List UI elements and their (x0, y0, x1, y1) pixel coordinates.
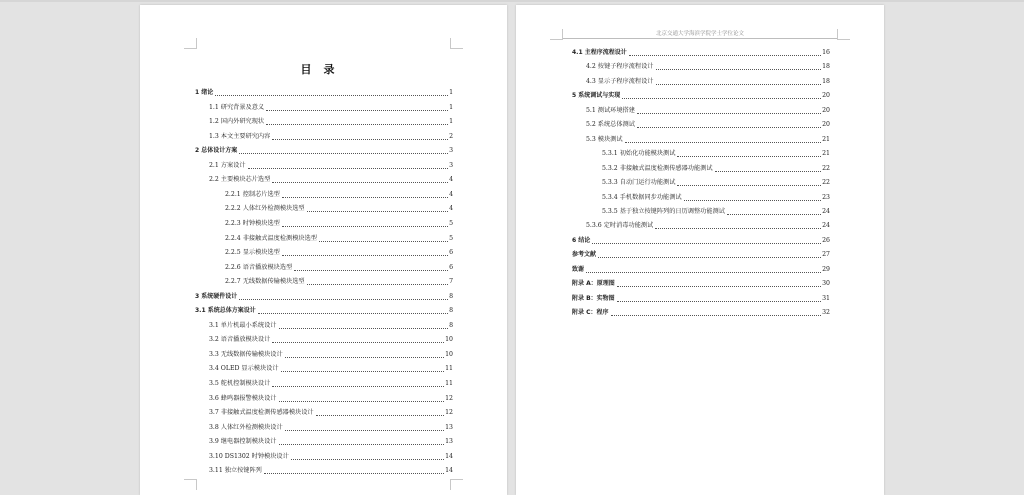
toc-entry-label: 4.2 按键子程序流程设计 (586, 63, 654, 71)
toc-entry[interactable] (209, 379, 453, 389)
toc-entry-page-number: 2 (449, 132, 453, 140)
dot-leader (598, 257, 821, 258)
toc-entry-page-number: 26 (822, 236, 830, 244)
toc-entry[interactable] (209, 132, 453, 142)
toc-entry-label: 3.7 非接触式温度检测传感器模块设计 (209, 409, 314, 417)
toc-entry[interactable] (209, 103, 453, 113)
toc-entry[interactable] (209, 161, 453, 171)
dot-leader (625, 142, 822, 143)
dot-leader (282, 226, 448, 227)
toc-entry-page-number: 23 (822, 193, 830, 201)
toc-entry[interactable] (195, 146, 453, 156)
toc-entry-label: 2.2.2 人体红外检测模块选型 (225, 205, 305, 213)
toc-entry[interactable] (209, 408, 453, 418)
toc-entry-label: 3.3 无线数据传输模块设计 (209, 350, 283, 358)
toc-entry[interactable] (572, 48, 830, 58)
toc-entry-label: 1.1 研究背景及意义 (209, 103, 265, 111)
toc-entry-page-number: 1 (449, 89, 453, 96)
toc-entry-label: 4.3 显示子程序流程设计 (586, 77, 654, 85)
toc-entry-label: 3.5 舵机控制模块设计 (209, 380, 271, 387)
dot-leader (281, 371, 445, 372)
toc-entry-page-number: 8 (449, 292, 453, 300)
toc-entry-page-number: 4 (449, 205, 453, 213)
toc-entry[interactable] (209, 394, 453, 404)
dot-leader (279, 401, 445, 402)
toc-entry[interactable] (225, 219, 453, 229)
toc-entry[interactable] (572, 236, 830, 246)
dot-leader (617, 286, 821, 287)
toc-entry-label: 5.3.1 初始化功能模块测试 (602, 150, 676, 158)
dot-leader (294, 270, 448, 271)
dot-leader (272, 139, 448, 140)
toc-entry[interactable] (225, 263, 453, 273)
toc-entry-page-number: 11 (445, 365, 453, 373)
dot-leader (282, 197, 448, 198)
toc-entry-page-number: 22 (822, 179, 830, 187)
dot-leader (592, 243, 821, 244)
dot-leader (617, 301, 821, 302)
toc-entry[interactable] (209, 335, 453, 345)
toc-entry[interactable] (602, 207, 830, 217)
dot-leader (248, 168, 448, 169)
dot-leader (264, 473, 444, 474)
toc-entry-label: 附录 A：原理图 (572, 280, 615, 288)
dot-leader (307, 211, 448, 212)
toc-title: 目录 (300, 63, 347, 76)
toc-entry-page-number: 12 (445, 394, 453, 402)
dot-leader (684, 200, 822, 201)
toc-entry-page-number: 24 (822, 222, 830, 230)
toc-entry-page-number: 4 (449, 190, 453, 198)
toc-entry-label: 2.2.3 时钟模块选型 (225, 219, 280, 227)
toc-entry-label: 3.4 OLED 显示模块设计 (209, 365, 279, 373)
toc-entry[interactable] (209, 466, 453, 476)
margin-corner-mark (184, 38, 197, 49)
toc-entry-page-number: 5 (449, 219, 453, 227)
toc-entry-page-number: 20 (822, 121, 830, 129)
toc-entry[interactable] (209, 423, 453, 433)
toc-entry-page-number: 18 (822, 63, 830, 71)
dot-leader (272, 386, 444, 387)
toc-entry-page-number: 3 (449, 147, 453, 155)
toc-entry-page-number: 1 (449, 103, 453, 111)
toc-entry[interactable] (225, 204, 453, 214)
toc-entry-label: 3.10 DS1302 时钟模块设计 (209, 452, 289, 460)
toc-entry[interactable] (195, 292, 453, 302)
dot-leader (266, 110, 448, 111)
dot-leader (611, 315, 822, 316)
toc-entry-page-number: 13 (445, 438, 453, 446)
toc-entry-label: 附录 B：实物图 (572, 294, 615, 302)
toc-entry-page-number: 22 (822, 164, 830, 172)
dot-leader (272, 342, 444, 343)
toc-entry-label: 5.3.2 非接触式温度检测传感器功能测试 (602, 164, 713, 172)
dot-leader (316, 415, 445, 416)
toc-entry[interactable] (586, 135, 830, 145)
dot-leader (637, 127, 821, 128)
toc-entry[interactable] (602, 149, 830, 159)
dot-leader (279, 328, 449, 329)
toc-entry-label: 2.2.6 语音播放模块选型 (225, 263, 293, 271)
toc-entry-page-number: 5 (449, 234, 453, 242)
dot-leader (677, 156, 821, 157)
toc-entry-page-number: 30 (822, 280, 830, 288)
viewer-top-edge (0, 0, 1024, 2)
toc-entry-label: 2 总体设计方案 (195, 147, 238, 155)
toc-entry-page-number: 11 (445, 380, 453, 387)
toc-entry[interactable] (209, 175, 453, 185)
toc-entry-label: 3.11 独立按键阵列 (209, 467, 262, 475)
toc-entry[interactable] (209, 452, 453, 462)
toc-entry-page-number: 24 (822, 207, 830, 215)
toc-entry[interactable] (209, 350, 453, 360)
toc-entry-label: 3.8 人体红外检测模块设计 (209, 423, 283, 431)
toc-entry-label: 1 绪论 (195, 89, 214, 96)
toc-entry-page-number: 6 (449, 263, 453, 271)
header-rule (562, 38, 838, 39)
dot-leader (307, 284, 448, 285)
toc-entry[interactable] (572, 250, 830, 260)
toc-entry[interactable] (586, 77, 830, 87)
toc-entry-label: 5.3.6 定时消毒功能测试 (586, 222, 654, 230)
toc-entry-page-number: 32 (822, 309, 830, 317)
toc-entry-page-number: 12 (445, 409, 453, 417)
dot-leader (637, 113, 821, 114)
toc-entry[interactable] (572, 308, 830, 318)
toc-entry-page-number: 4 (449, 176, 453, 184)
dot-leader (285, 357, 444, 358)
toc-entry-page-number: 1 (449, 118, 453, 126)
toc-entry[interactable] (195, 306, 453, 316)
toc-entry[interactable] (586, 106, 830, 116)
dot-leader (727, 214, 821, 215)
toc-entry-page-number: 14 (445, 467, 453, 475)
toc-entry[interactable] (225, 234, 453, 244)
toc-entry-label: 5 系统调试与实现 (572, 92, 621, 100)
margin-corner-mark (450, 38, 463, 49)
toc-entry[interactable] (225, 248, 453, 258)
toc-entry-label: 2.1 方案设计 (209, 161, 246, 169)
dot-leader (622, 98, 821, 99)
toc-entry-label: 5.3.3 自动门运行功能测试 (602, 179, 676, 187)
toc-entry-label: 5.3.4 手机数据同步功能测试 (602, 193, 682, 201)
toc-entry-label: 2.2.4 非接触式温度检测模块选型 (225, 234, 317, 242)
toc-entry-page-number: 29 (822, 265, 830, 273)
toc-entry-label: 5.3 模块测试 (586, 135, 623, 143)
dot-leader (629, 55, 821, 56)
margin-corner-mark (837, 29, 850, 40)
toc-entry-page-number: 10 (445, 350, 453, 358)
toc-entry[interactable] (225, 190, 453, 200)
toc-entry[interactable] (602, 193, 830, 203)
toc-entry-page-number: 3 (449, 161, 453, 169)
toc-entry-page-number: 20 (822, 106, 830, 114)
toc-entry-page-number: 13 (445, 423, 453, 431)
toc-entry-label: 3.2 语音播放模块设计 (209, 336, 271, 344)
toc-entry-label: 参考文献 (572, 251, 597, 259)
toc-entry[interactable] (602, 164, 830, 174)
toc-entry[interactable] (572, 279, 830, 289)
dot-leader (656, 84, 822, 85)
toc-entry-label: 2.2.1 控制芯片选型 (225, 190, 280, 198)
dot-leader (279, 444, 445, 445)
toc-entry-page-number: 21 (822, 135, 830, 143)
dot-leader (655, 228, 821, 229)
margin-corner-mark (450, 479, 463, 490)
toc-entry-label: 5.3.5 基于独立按键阵列的日历调整功能测试 (602, 207, 725, 215)
toc-entry[interactable] (586, 221, 830, 231)
toc-entry[interactable] (602, 178, 830, 188)
dot-leader (656, 69, 822, 70)
toc-entry[interactable] (586, 120, 830, 130)
running-header: 北京交通大学海滨学院学士学位论文 (655, 31, 744, 37)
toc-entry-page-number: 8 (449, 321, 453, 329)
dot-leader (272, 182, 448, 183)
dot-leader (239, 153, 448, 154)
toc-entry[interactable] (195, 88, 453, 98)
toc-entry-label: 3.9 继电器控制模块设计 (209, 438, 277, 446)
toc-entry[interactable] (209, 364, 453, 374)
toc-entry-label: 3.1 单片机最小系统设计 (209, 321, 277, 329)
toc-entry-page-number: 10 (445, 336, 453, 344)
dot-leader (258, 313, 448, 314)
toc-entry-label: 5.1 测试环境搭建 (586, 106, 635, 114)
document-page-right (516, 5, 884, 495)
toc-entry[interactable] (209, 321, 453, 331)
dot-leader (215, 95, 448, 96)
toc-entry-page-number: 18 (822, 77, 830, 85)
toc-entry[interactable] (209, 117, 453, 127)
margin-corner-mark (184, 479, 197, 490)
toc-entry[interactable] (572, 294, 830, 304)
toc-entry-label: 2.2.7 无线数据传输模块选型 (225, 278, 305, 286)
toc-entry-label: 致谢 (572, 265, 585, 273)
toc-entry-page-number: 20 (822, 92, 830, 100)
toc-entry-page-number: 14 (445, 452, 453, 460)
dot-leader (291, 459, 444, 460)
dot-leader (677, 185, 821, 186)
toc-entry[interactable] (586, 62, 830, 72)
dot-leader (282, 255, 448, 256)
toc-entry-label: 1.3 本文主要研究内容 (209, 132, 271, 140)
toc-entry-label: 附录 C：程序 (572, 309, 609, 317)
toc-entry-label: 3 系统硬件设计 (195, 292, 238, 300)
toc-entry[interactable] (225, 277, 453, 287)
toc-entry-page-number: 6 (449, 249, 453, 257)
toc-entry-page-number: 7 (449, 278, 453, 286)
dot-leader (239, 299, 448, 300)
toc-entry-label: 1.2 国内外研究现状 (209, 118, 265, 126)
toc-entry[interactable] (572, 265, 830, 275)
toc-entry-label: 5.2 系统总体测试 (586, 121, 635, 129)
toc-entry-label: 3.6 蜂鸣器报警模块设计 (209, 394, 277, 402)
toc-entry-page-number: 16 (822, 49, 830, 56)
toc-entry-label: 6 结论 (572, 236, 591, 244)
toc-entry-label: 4.1 主程序流程设计 (572, 49, 627, 56)
toc-entry-page-number: 21 (822, 150, 830, 158)
dot-leader (266, 124, 448, 125)
margin-corner-mark (550, 29, 563, 40)
toc-entry-page-number: 8 (449, 307, 453, 315)
toc-entry[interactable] (209, 437, 453, 447)
toc-entry-page-number: 31 (822, 294, 830, 302)
dot-leader (319, 241, 448, 242)
toc-entry[interactable] (572, 91, 830, 101)
document-page-left (140, 5, 507, 495)
toc-entry-label: 2.2.5 显示模块选型 (225, 249, 280, 257)
toc-entry-page-number: 27 (822, 251, 830, 259)
toc-entry-label: 3.1 系统总体方案设计 (195, 307, 256, 315)
toc-entry-label: 2.2 主要模块芯片选型 (209, 176, 271, 184)
dot-leader (586, 272, 821, 273)
dot-leader (715, 171, 822, 172)
dot-leader (285, 430, 444, 431)
